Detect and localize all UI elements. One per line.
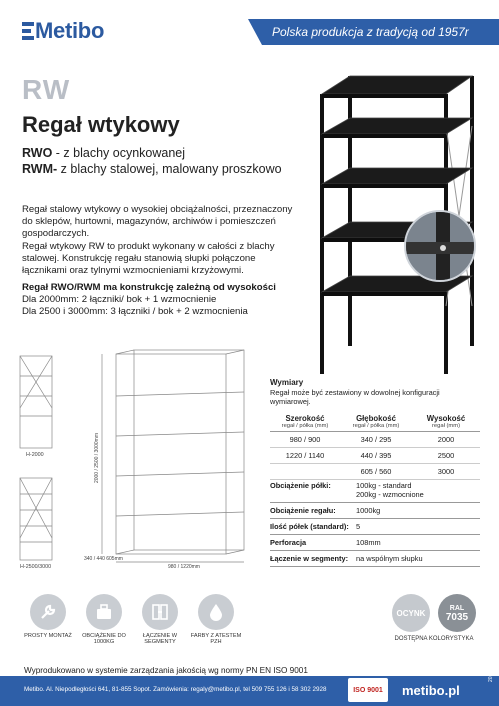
feature-item [78,594,130,646]
property-value: 100kg - standard 200kg - wzmocnione [356,481,424,499]
colors-label: DOSTĘPNA KOLORYSTYKA [394,636,474,642]
variant-code: RWO [22,146,53,160]
property-value: 5 [356,522,361,531]
feature-item [22,594,74,646]
construction-info [22,282,302,318]
description-paragraph: Regał stalowy wtykowy o wysokiej obciążalności, przeznaczony do sklepów, hurtowni, magazynów, archiwów i pomieszczeń gospodarczych. [22,204,293,240]
properties-list [270,478,480,567]
construction-line: Dla 2000mm: 2 łączniki/ bok + 1 wzmocnienie [22,294,217,305]
description-paragraph: Regał wtykowy RW to produkt wykonany w całości z blachy stalowej. Konstrukcję regału stanowią słupki połączone łącznikami oraz tylnymi wzmocnieniami krzyżowymi. [22,240,275,277]
badge-ral [438,594,476,632]
property-row [270,535,480,551]
drawing-depth-dim: 340 / 440 605mm [84,556,123,562]
drop-icon [198,594,234,630]
dimensions-note: Regał może być zestawiony w dowolnej konfiguracji wymiarowej. [270,388,440,406]
segments-icon [142,594,178,630]
dimensions-section [270,378,480,480]
property-label: Łączenie w segmenty: [270,554,349,563]
table-cell: 340 / 295 [340,432,412,448]
detail-zoom-image [404,210,476,282]
table-cell: 2000 [412,432,480,448]
property-label: Ilość półek (standard): [270,522,349,531]
column-header: Wysokość [426,414,466,423]
feature-label: OBCIĄŻENIE DO 1000KG [82,633,126,646]
footer-address: Metibo. Al. Niepodległości 641, 81-855 Sopot. Zamówienia: regaly@metibo.pl, tel 509 755 126 i 58 302 2928 [24,686,327,693]
tagline-bar [262,19,499,45]
table-cell: 3000 [412,464,480,480]
property-row [270,551,480,567]
feature-item [190,594,242,646]
table-cell: 2500 [412,448,480,464]
column-header: Głębokość [356,414,396,423]
iso-statement: Wyprodukowano w systemie zarządzania jakością wg normy PN EN ISO 9001 [24,666,308,675]
variant-text: z blachy stalowej, malowany proszkowo [57,162,282,176]
property-label: Obciążenie regału: [270,506,336,515]
drawing-height-dim: 2000 / 2500 / 3000mm [94,432,100,484]
badge-ocynk: OCYNK [392,594,430,632]
dimensions-table [270,414,480,480]
website-link[interactable]: metibo.pl [402,683,460,698]
weight-icon [86,594,122,630]
feature-label: PROSTY MONTAŻ [24,633,72,639]
ral-prefix: RAL [449,605,465,612]
variant-text: - z blachy ocynkowanej [52,146,186,160]
property-value: 1000kg [356,506,381,515]
property-row [270,478,480,503]
table-cell: 1220 / 1140 [270,448,340,464]
property-label: Perforacja [270,538,307,547]
variant-rwm [22,162,282,176]
construction-heading: Regał RWO/RWM ma konstrukcję zależną od wysokości [22,282,276,293]
column-subheader: regał (mm) [412,423,480,432]
construction-line: Dla 2500 i 3000mm: 3 łączniki / bok + 2 wzmocnienia [22,306,248,317]
ral-code: 7035 [445,612,469,623]
drawing-width-dim: 980 / 1220mm [168,564,200,568]
column-subheader: regał / półka (mm) [340,423,412,432]
wrench-icon [30,594,66,630]
drawing-label-h2000: H-2000 [26,452,44,458]
feature-icons [22,594,242,646]
technical-drawing [18,348,258,568]
variant-code: RWM- [22,162,58,176]
property-row [270,519,480,535]
brand-logo[interactable] [22,18,104,44]
document-code: 2019 [488,670,494,682]
property-value: na wspólnym słupku [356,554,423,563]
tagline: Polska produkcja z tradycją od 1957r [272,25,469,39]
page-title: Regał wtykowy [22,112,180,137]
description [22,204,298,277]
feature-item [134,594,186,646]
column-subheader: regał / półka (mm) [270,423,340,432]
brand-name: Metibo [35,18,105,43]
feature-label: ŁĄCZENIE W SEGMENTY [142,633,178,646]
drawing-label-h2500: H-2500/3000 [20,564,52,568]
iso-9001-badge: ISO 9001 [348,678,388,702]
property-row [270,503,480,519]
logo-mark-icon [22,20,34,42]
table-cell: 980 / 900 [270,432,340,448]
product-photo [312,56,492,376]
table-cell: 605 / 560 [340,464,412,480]
column-header: Szerokość [285,414,325,423]
table-cell: 440 / 395 [340,448,412,464]
feature-label: FARBY Z ATESTEM PZH [190,633,242,646]
property-label: Obciążenie półki: [270,481,331,490]
product-code: RW [22,74,71,105]
property-value: 108mm [356,538,381,547]
variant-rwo [22,146,185,160]
header [0,0,499,62]
dimensions-heading: Wymiary [270,378,304,387]
color-options [384,594,484,642]
